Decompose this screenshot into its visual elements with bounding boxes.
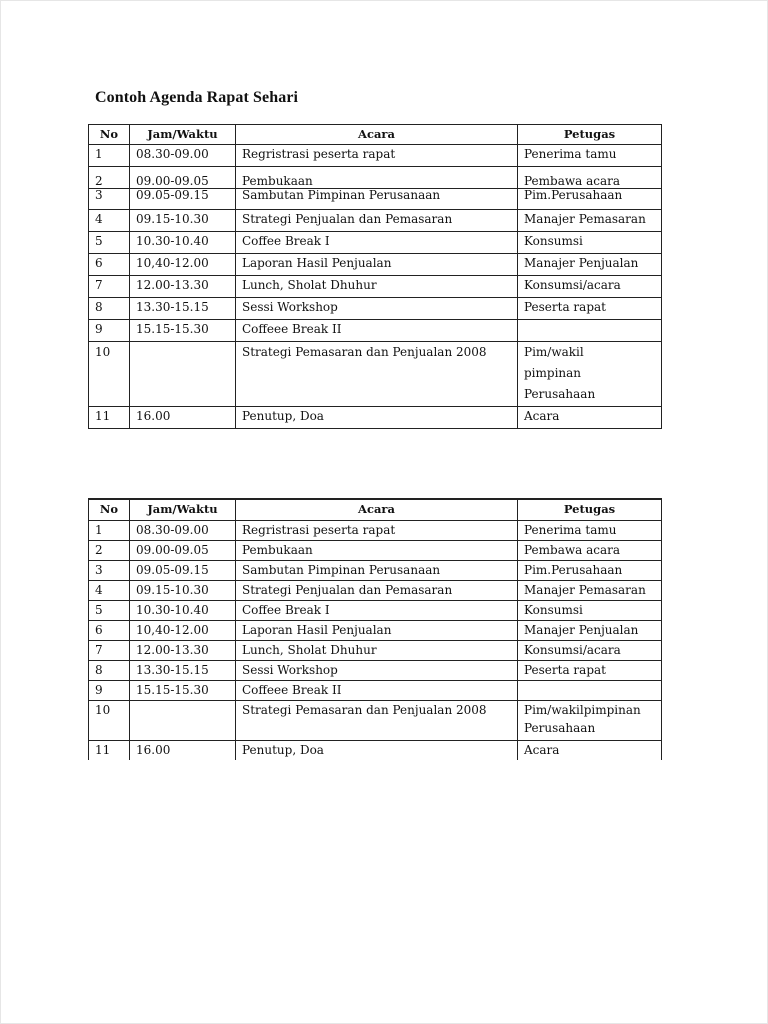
cell-jam-waktu: 09.15-10.30 [130, 210, 236, 232]
header-jam-waktu: Jam/Waktu [130, 125, 236, 145]
table-row [89, 254, 662, 276]
petugas-line: Konsumsi [524, 234, 583, 248]
cell-petugas [518, 540, 662, 560]
table-header-row [89, 125, 662, 145]
table-row [89, 680, 662, 700]
cell-jam-waktu: 10.30-10.40 [130, 232, 236, 254]
petugas-line: Konsumsi [524, 602, 583, 617]
petugas-line: Acara [524, 742, 560, 757]
cell-no: 8 [89, 298, 130, 320]
table-body [89, 520, 662, 760]
cell-acara: Laporan Hasil Penjualan [236, 254, 518, 276]
cell-no: 2 [89, 167, 130, 189]
cell-petugas [518, 407, 662, 429]
cell-petugas [518, 232, 662, 254]
table-row [89, 210, 662, 232]
table-row [89, 407, 662, 429]
petugas-line: Pim.Perusahaan [524, 188, 623, 202]
petugas-line: Manajer Penjualan [524, 256, 639, 270]
cell-jam-waktu: 10,40-12.00 [130, 254, 236, 276]
cell-no: 11 [89, 740, 130, 760]
cell-jam-waktu: 10.30-10.40 [130, 600, 236, 620]
cell-jam-waktu: 15.15-15.30 [130, 320, 236, 342]
cell-petugas [518, 520, 662, 540]
cell-petugas [518, 740, 662, 760]
cell-jam-waktu: 09.00-09.05 [130, 167, 236, 189]
cell-acara: Regristrasi peserta rapat [236, 520, 518, 540]
cell-petugas [518, 342, 662, 407]
cell-petugas [518, 320, 662, 342]
table-row [89, 189, 662, 210]
petugas-line: Manajer Penjualan [524, 622, 639, 637]
header-petugas: Petugas [518, 499, 662, 520]
agenda-table-2-container [88, 498, 662, 760]
cell-petugas [518, 145, 662, 167]
header-acara: Acara [236, 499, 518, 520]
cell-jam-waktu: 13.30-15.15 [130, 660, 236, 680]
table-row [89, 276, 662, 298]
table-row [89, 640, 662, 660]
cell-jam-waktu: 13.30-15.15 [130, 298, 236, 320]
cell-no: 1 [89, 145, 130, 167]
cell-acara: Sambutan Pimpinan Perusanaan [236, 560, 518, 580]
cell-jam-waktu [130, 700, 236, 740]
cell-acara: Coffee Break I [236, 600, 518, 620]
table-row [89, 600, 662, 620]
cell-acara: Regristrasi peserta rapat [236, 145, 518, 167]
cell-petugas [518, 254, 662, 276]
cell-jam-waktu: 10,40-12.00 [130, 620, 236, 640]
cell-no: 9 [89, 680, 130, 700]
cell-petugas [518, 660, 662, 680]
petugas-line: Pembawa acara [524, 542, 621, 557]
cell-acara: Laporan Hasil Penjualan [236, 620, 518, 640]
cell-acara: Sessi Workshop [236, 298, 518, 320]
header-petugas: Petugas [518, 125, 662, 145]
cell-petugas [518, 210, 662, 232]
agenda-table-2 [88, 498, 662, 760]
table-row [89, 740, 662, 760]
cell-no: 3 [89, 189, 130, 210]
cell-petugas [518, 620, 662, 640]
cell-jam-waktu: 09.15-10.30 [130, 580, 236, 600]
cell-no: 5 [89, 232, 130, 254]
cell-jam-waktu: 09.05-09.15 [130, 560, 236, 580]
cell-acara: Strategi Pemasaran dan Penjualan 2008 [236, 342, 518, 407]
table-row [89, 620, 662, 640]
header-jam-waktu: Jam/Waktu [130, 499, 236, 520]
petugas-line: Manajer Pemasaran [524, 212, 646, 226]
cell-jam-waktu: 09.00-09.05 [130, 540, 236, 560]
cell-acara: Lunch, Sholat Dhuhur [236, 276, 518, 298]
header-no: No [89, 125, 130, 145]
cell-acara: Pembukaan [236, 167, 518, 189]
cell-no: 4 [89, 580, 130, 600]
table-header-row [89, 499, 662, 520]
cell-no: 10 [89, 342, 130, 407]
table-row [89, 580, 662, 600]
cell-acara: Coffeee Break II [236, 680, 518, 700]
petugas-line: pimpinan [524, 366, 582, 380]
cell-petugas [518, 189, 662, 210]
cell-acara: Sessi Workshop [236, 660, 518, 680]
petugas-line: Pim/wakil [524, 345, 584, 359]
cell-acara: Strategi Penjualan dan Pemasaran [236, 210, 518, 232]
cell-jam-waktu: 15.15-15.30 [130, 680, 236, 700]
table-row [89, 145, 662, 167]
cell-acara: Penutup, Doa [236, 740, 518, 760]
cell-acara: Lunch, Sholat Dhuhur [236, 640, 518, 660]
cell-no: 11 [89, 407, 130, 429]
cell-no: 9 [89, 320, 130, 342]
cell-petugas [518, 560, 662, 580]
cell-petugas [518, 167, 662, 189]
table-row [89, 167, 662, 189]
petugas-line: Manajer Pemasaran [524, 582, 646, 597]
cell-jam-waktu: 08.30-09.00 [130, 520, 236, 540]
petugas-line [524, 683, 655, 695]
petugas-line: Pim/wakilpimpinan [524, 702, 641, 717]
header-no: No [89, 499, 130, 520]
petugas-line: Konsumsi/acara [524, 642, 621, 657]
petugas-line [524, 322, 655, 334]
cell-acara: Pembukaan [236, 540, 518, 560]
table-row [89, 298, 662, 320]
cell-no: 6 [89, 254, 130, 276]
cell-jam-waktu: 12.00-13.30 [130, 276, 236, 298]
cell-petugas [518, 580, 662, 600]
cell-jam-waktu: 09.05-09.15 [130, 189, 236, 210]
cell-petugas [518, 680, 662, 700]
petugas-line: Pembawa acara [524, 174, 621, 188]
cell-petugas [518, 640, 662, 660]
cell-petugas [518, 276, 662, 298]
petugas-line: Penerima tamu [524, 147, 617, 161]
table-row [89, 560, 662, 580]
table-row [89, 700, 662, 740]
cell-jam-waktu: 16.00 [130, 740, 236, 760]
petugas-line: Pim.Perusahaan [524, 562, 623, 577]
table-row [89, 342, 662, 407]
cell-jam-waktu [130, 342, 236, 407]
cell-no: 6 [89, 620, 130, 640]
document-title: Contoh Agenda Rapat Sehari [95, 89, 299, 106]
cell-petugas [518, 700, 662, 740]
petugas-line: Peserta rapat [524, 300, 606, 314]
petugas-line: Konsumsi/acara [524, 278, 621, 292]
header-acara: Acara [236, 125, 518, 145]
cell-acara: Coffeee Break II [236, 320, 518, 342]
petugas-line: Perusahaan [524, 720, 596, 735]
cell-acara: Coffee Break I [236, 232, 518, 254]
cell-petugas [518, 298, 662, 320]
cell-no: 8 [89, 660, 130, 680]
petugas-line: Acara [524, 409, 560, 423]
cell-no: 4 [89, 210, 130, 232]
agenda-table-1 [88, 124, 662, 429]
cell-no: 5 [89, 600, 130, 620]
petugas-line: Peserta rapat [524, 662, 606, 677]
cell-no: 10 [89, 700, 130, 740]
cell-no: 1 [89, 520, 130, 540]
table-row [89, 540, 662, 560]
table-row [89, 520, 662, 540]
petugas-line: Perusahaan [524, 387, 596, 401]
cell-petugas [518, 600, 662, 620]
table-row [89, 232, 662, 254]
cell-no: 2 [89, 540, 130, 560]
table-row [89, 660, 662, 680]
table-body [89, 145, 662, 429]
cell-acara: Strategi Penjualan dan Pemasaran [236, 580, 518, 600]
cell-acara: Sambutan Pimpinan Perusanaan [236, 189, 518, 210]
table-row [89, 320, 662, 342]
cell-jam-waktu: 12.00-13.30 [130, 640, 236, 660]
cell-acara: Strategi Pemasaran dan Penjualan 2008 [236, 700, 518, 740]
cell-no: 3 [89, 560, 130, 580]
cell-no: 7 [89, 276, 130, 298]
cell-jam-waktu: 16.00 [130, 407, 236, 429]
cell-acara: Penutup, Doa [236, 407, 518, 429]
cell-no: 7 [89, 640, 130, 660]
cell-jam-waktu: 08.30-09.00 [130, 145, 236, 167]
petugas-line: Penerima tamu [524, 522, 617, 537]
